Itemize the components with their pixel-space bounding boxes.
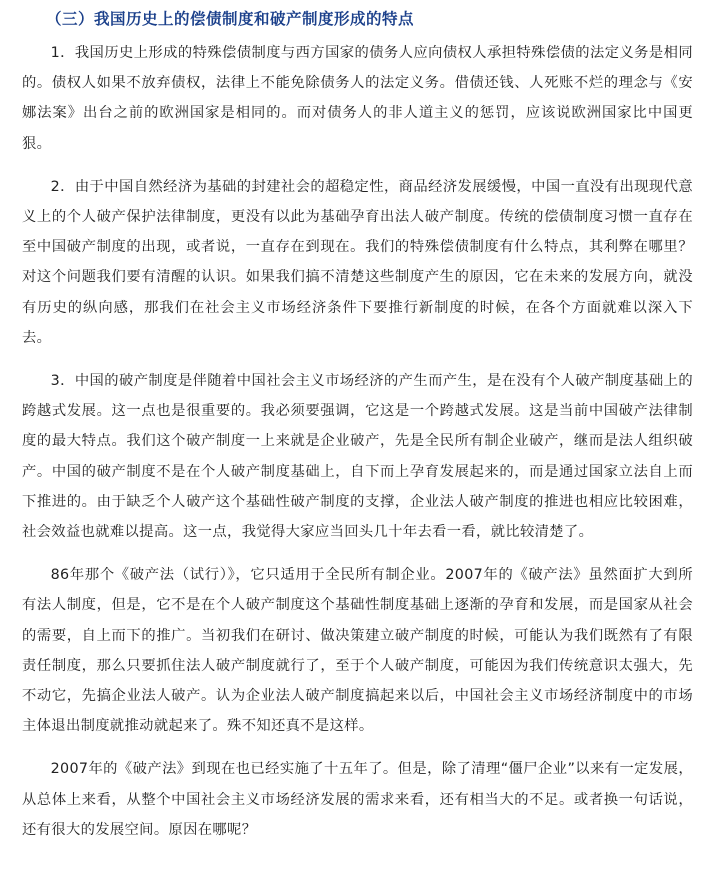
paragraph-1: 1．我国历史上形成的特殊偿债制度与西方国家的债务人应向债权人承担特殊偿债的法定义务是相同的。债权人如果不放弃债权，法律上不能免除债务人的法定义务。借债还钱、人死账不烂的理念与《安娜法案》出台之前的欧洲国家是相同的。而对债务人的非人道主义的惩罚，应该说欧洲国家比中国更狠。 [22, 45, 693, 152]
paragraph-4: 86年那个《破产法（试行）》，它只适用于全民所有制企业。2007年的《破产法》虽然面扩大到所有法人制度，但是，它不是在个人破产制度这个基础性制度基础上逐渐的孕育和发展，而是国家从社会的需要，自上而下的推广。当初我们在研讨、做决策建立破产制度的时候，可能认为我们既然有了有限责任制度，那么只要抓住法人破产制度就行了，至于个人破产制度，可能因为我们传统意识太强大，先不动它，先搞企业法人破产。认为企业法人破产制度搞起来以后，中国社会主义市场经济制度中的市场主体退出制度就推动就起来了。殊不知还真不是这样。 [22, 567, 693, 735]
paragraph-2: 2．由于中国自然经济为基础的封建社会的超稳定性，商品经济发展缓慢，中国一直没有出现现代意义上的个人破产保护法律制度，更没有以此为基础孕育出法人破产制度。传统的偿债制度习惯一直存在至中国破产制度的出现，或者说，一直存在到现在。我们的特殊偿债制度有什么特点，其利弊在哪里？对这个问题我们要有清醒的认识。如果我们搞不清楚这些制度产生的原因，它在未来的发展方向，就没有历史的纵向感，那我们在社会主义市场经济条件下要推行新制度的时候，在各个方面就难以深入下去。 [22, 178, 693, 346]
paragraph-3: 3．中国的破产制度是伴随着中国社会主义市场经济的产生而产生，是在没有个人破产制度基础上的跨越式发展。这一点也是很重要的。我必须要强调，它这是一个跨越式发展。这是当前中国破产法律制度的最大特点。我们这个破产制度一上来就是企业破产，先是全民所有制企业破产，继而是法人组织破产。中国的破产制度不是在个人破产制度基础上，自下而上孕育发展起来的，而是通过国家立法自上而下推进的。由于缺乏个人破产这个基础性破产制度的支撑，企业法人破产制度的推进也相应比较困难，社会效益也就难以提高。这一点，我觉得大家应当回头几十年去看一看，就比较清楚了。 [22, 373, 693, 541]
section-heading: （三）我国历史上的偿债制度和破产制度形成的特点 [46, 10, 415, 28]
paragraph-5: 2007年的《破产法》到现在也已经实施了十五年了。但是，除了清理“僵尸企业”以来有一定发展，从总体上来看，从整个中国社会主义市场经济发展的需求来看，还有相当大的不足。或者换一句话说，还有很大的发展空间。原因在哪呢？ [22, 761, 693, 838]
